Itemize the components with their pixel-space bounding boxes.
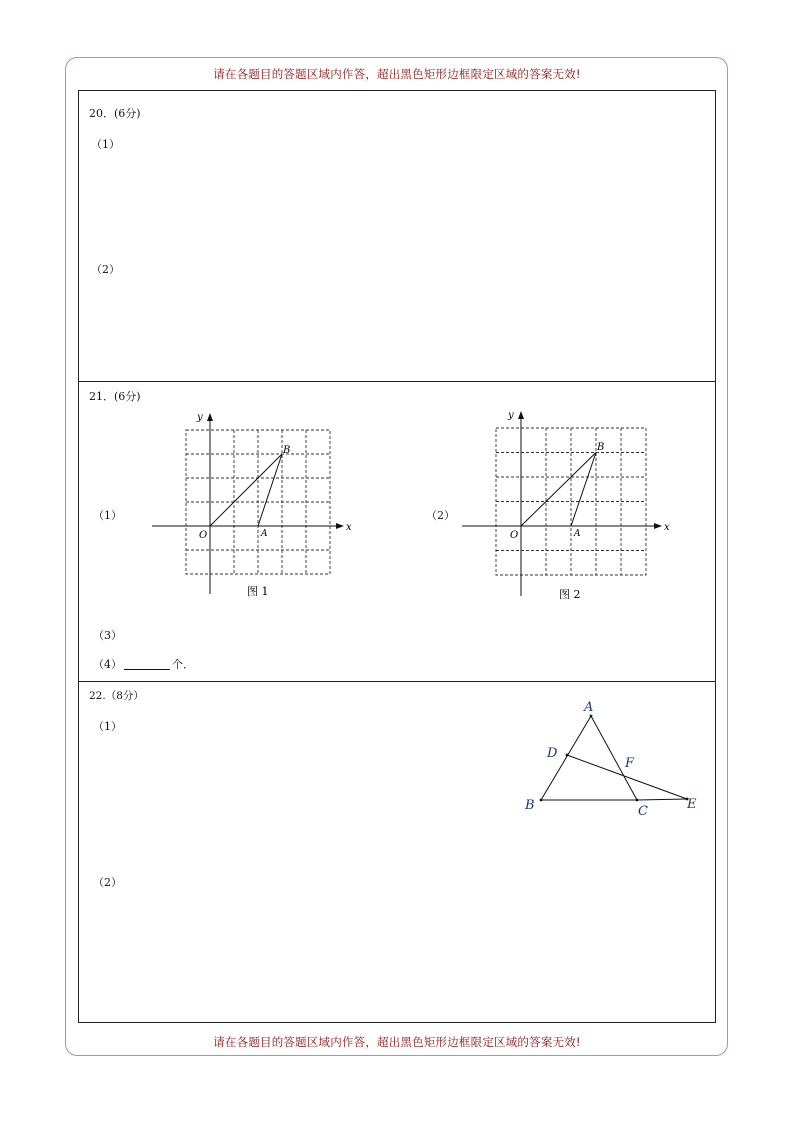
- question-22-part-2: （2）: [93, 876, 122, 889]
- figure-1-caption: 图 1: [247, 585, 269, 598]
- question-20-part-2: （2）: [91, 263, 120, 276]
- top-notice: 请在各题目的答题区域内作答，超出黑色矩形边框限定区域的答案无效!: [213, 67, 581, 81]
- question-21-part-4-suffix: 个．: [172, 658, 194, 671]
- figure-1-dashed-grid: [186, 430, 330, 574]
- question-21-area[interactable]: [79, 381, 715, 681]
- question-21-answer-blank[interactable]: [124, 658, 170, 670]
- figure-2-x-label: x: [664, 522, 670, 533]
- figure-1-y-arrow: [207, 413, 213, 421]
- figure-1-triangle-oab: [210, 454, 282, 526]
- point-a: [590, 715, 593, 718]
- point-d: [566, 754, 569, 757]
- label-f: F: [625, 756, 635, 771]
- point-b: [540, 799, 543, 802]
- figure-2-label-b: B: [597, 442, 605, 453]
- figure-2-y-label: y: [508, 410, 514, 421]
- figure-2-caption: 图 2: [559, 588, 581, 601]
- question-20-title: 20．(6分): [89, 107, 141, 120]
- question-21-part-3: （3）: [93, 629, 122, 642]
- triangle-figure: [519, 696, 709, 826]
- figure-2-label-o: O: [510, 530, 519, 541]
- question-21-part-2: （2）: [426, 509, 455, 522]
- figure-2-triangle-oab: [521, 453, 596, 527]
- figure-1-grid: [149, 410, 359, 612]
- question-22-area[interactable]: [79, 681, 715, 1023]
- answer-frame: [78, 90, 716, 1023]
- question-20-area[interactable]: [79, 91, 715, 381]
- point-c: [636, 799, 639, 802]
- figure-2-grid: [459, 408, 669, 610]
- figure-1-label-b: B: [283, 445, 291, 456]
- label-a: A: [584, 700, 594, 715]
- figure-2-dashed-grid: [496, 428, 646, 575]
- bottom-notice: 请在各题目的答题区域内作答，超出黑色矩形边框限定区域的答案无效!: [213, 1035, 581, 1049]
- figure-2-y-arrow: [518, 411, 524, 419]
- question-20-part-1: （1）: [91, 138, 120, 151]
- figure-1-label-o: O: [199, 530, 208, 541]
- figure-1-y-label: y: [197, 412, 203, 423]
- label-b: B: [525, 798, 535, 813]
- question-21-part-4: [93, 656, 194, 672]
- figure-1-label-a: A: [261, 529, 268, 539]
- label-e: E: [687, 797, 697, 812]
- figure-1-x-arrow: [336, 523, 344, 529]
- figure-1-x-label: x: [346, 522, 352, 533]
- question-21-part-4-prefix: （4）: [93, 658, 122, 671]
- question-21-title: 21．(6分): [89, 390, 141, 403]
- label-d: D: [547, 746, 558, 761]
- question-22-part-1: （1）: [93, 720, 122, 733]
- label-c: C: [638, 804, 648, 819]
- figure-2-x-arrow: [654, 523, 662, 529]
- question-21-part-1: （1）: [93, 509, 122, 522]
- figure-2-label-a: A: [574, 529, 581, 539]
- line-ce: [637, 799, 687, 800]
- question-22-title: 22.（8分）: [89, 690, 144, 702]
